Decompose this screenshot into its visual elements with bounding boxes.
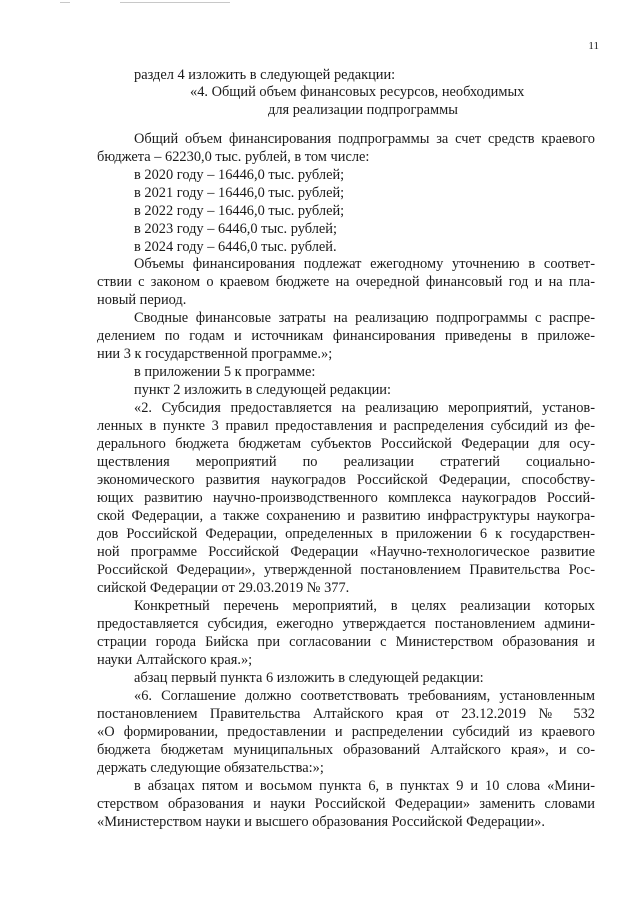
paragraph-line: «6. Соглашение должно соответствовать требованиям, установленным: [134, 688, 595, 704]
paragraph-line: предоставляется субсидия, ежегодно утверждается постановлением админи-: [97, 616, 595, 632]
paragraph-line: ствии с законом о краевом бюджете на очередной финансовый год и на пла-: [97, 274, 595, 290]
paragraph-line: дерального бюджета бюджетам субъектов Российской Федерации для осу-: [97, 436, 595, 452]
page-number: 11: [588, 40, 599, 52]
paragraph-line: Сводные финансовые затраты на реализацию подпрограммы с распре-: [134, 310, 595, 326]
paragraph-line: «О формировании, предоставлении и распределении субсидий из краевого: [97, 724, 595, 740]
paragraph-line: Российской Федерации», утвержденной постановлением Правительства Рос-: [97, 562, 595, 578]
paragraph-line: сийской Федерации от 29.03.2019 № 377.: [97, 580, 350, 596]
section-heading: «4. Общий объем финансовых ресурсов, необходимых: [190, 84, 525, 100]
paragraph-line: ской Федерации, а также сохранению и развитию инфраструктуры наукогра-: [97, 508, 595, 524]
paragraph-line: ной программе Российской Федерации «Научно-технологическое развитие: [97, 544, 595, 560]
paragraph-line: делением по годам и источникам финансирования приведены в приложе-: [97, 328, 595, 344]
paragraph-line: держать следующие обязательства:»;: [97, 760, 324, 776]
paragraph-line: Общий объем финансирования подпрограммы за счет средств краевого: [134, 131, 595, 147]
paragraph-line: ществления мероприятий по реализации стратегий социально-: [97, 454, 595, 470]
paragraph-line: бюджета бюджетам муниципальных образований Алтайского края», и со-: [97, 742, 595, 758]
paragraph-line: в абзацах пятом и восьмом пункта 6, в пунктах 9 и 10 слова «Мини-: [134, 778, 595, 794]
paragraph-line: Конкретный перечень мероприятий, в целях реализации которых: [134, 598, 595, 614]
paragraph-line: новый период.: [97, 292, 187, 308]
paragraph-line: ленных в пункте 3 правил предоставления и распределения субсидий из фе-: [97, 418, 595, 434]
paragraph-line: нии 3 к государственной программе.»;: [97, 346, 333, 362]
list-item: в 2020 году – 16446,0 тыс. рублей;: [134, 167, 345, 183]
paragraph-line: науки Алтайского края.»;: [97, 652, 253, 668]
paragraph-line: абзац первый пункта 6 изложить в следующей редакции:: [134, 670, 484, 686]
paragraph-line: дов Российской Федерации, определенных в приложении 6 к государствен-: [97, 526, 595, 542]
paragraph-line: «Министерством науки и высшего образования Российской Федерации».: [97, 814, 545, 830]
paragraph-line: ющих развитию научно-производственного комплекса наукоградов Россий-: [97, 490, 595, 506]
list-item: в 2024 году – 6446,0 тыс. рублей.: [134, 239, 337, 255]
paragraph-line: бюджета – 62230,0 тыс. рублей, в том числе:: [97, 149, 370, 165]
paragraph-line: постановлением Правительства Алтайского края от 23.12.2019 № 532: [97, 706, 595, 722]
scan-artifact: [120, 2, 230, 3]
paragraph-line: Объемы финансирования подлежат ежегодному уточнению в соответ-: [134, 256, 595, 272]
paragraph-line: «2. Субсидия предоставляется на реализацию мероприятий, установ-: [134, 400, 595, 416]
list-item: в 2022 году – 16446,0 тыс. рублей;: [134, 203, 345, 219]
scan-artifact: [60, 2, 70, 3]
paragraph-line: раздел 4 изложить в следующей редакции:: [134, 67, 396, 83]
paragraph-line: в приложении 5 к программе:: [134, 364, 316, 380]
paragraph-line: пункт 2 изложить в следующей редакции:: [134, 382, 391, 398]
paragraph-line: стерством образования и науки Российской Федерации» заменить словами: [97, 796, 595, 812]
paragraph-line: страции города Бийска при согласовании с Министерством образования и: [97, 634, 595, 650]
list-item: в 2023 году – 6446,0 тыс. рублей;: [134, 221, 337, 237]
list-item: в 2021 году – 16446,0 тыс. рублей;: [134, 185, 345, 201]
section-heading: для реализации подпрограммы: [268, 102, 458, 118]
paragraph-line: экономического развития наукоградов Российской Федерации, способству-: [97, 472, 595, 488]
